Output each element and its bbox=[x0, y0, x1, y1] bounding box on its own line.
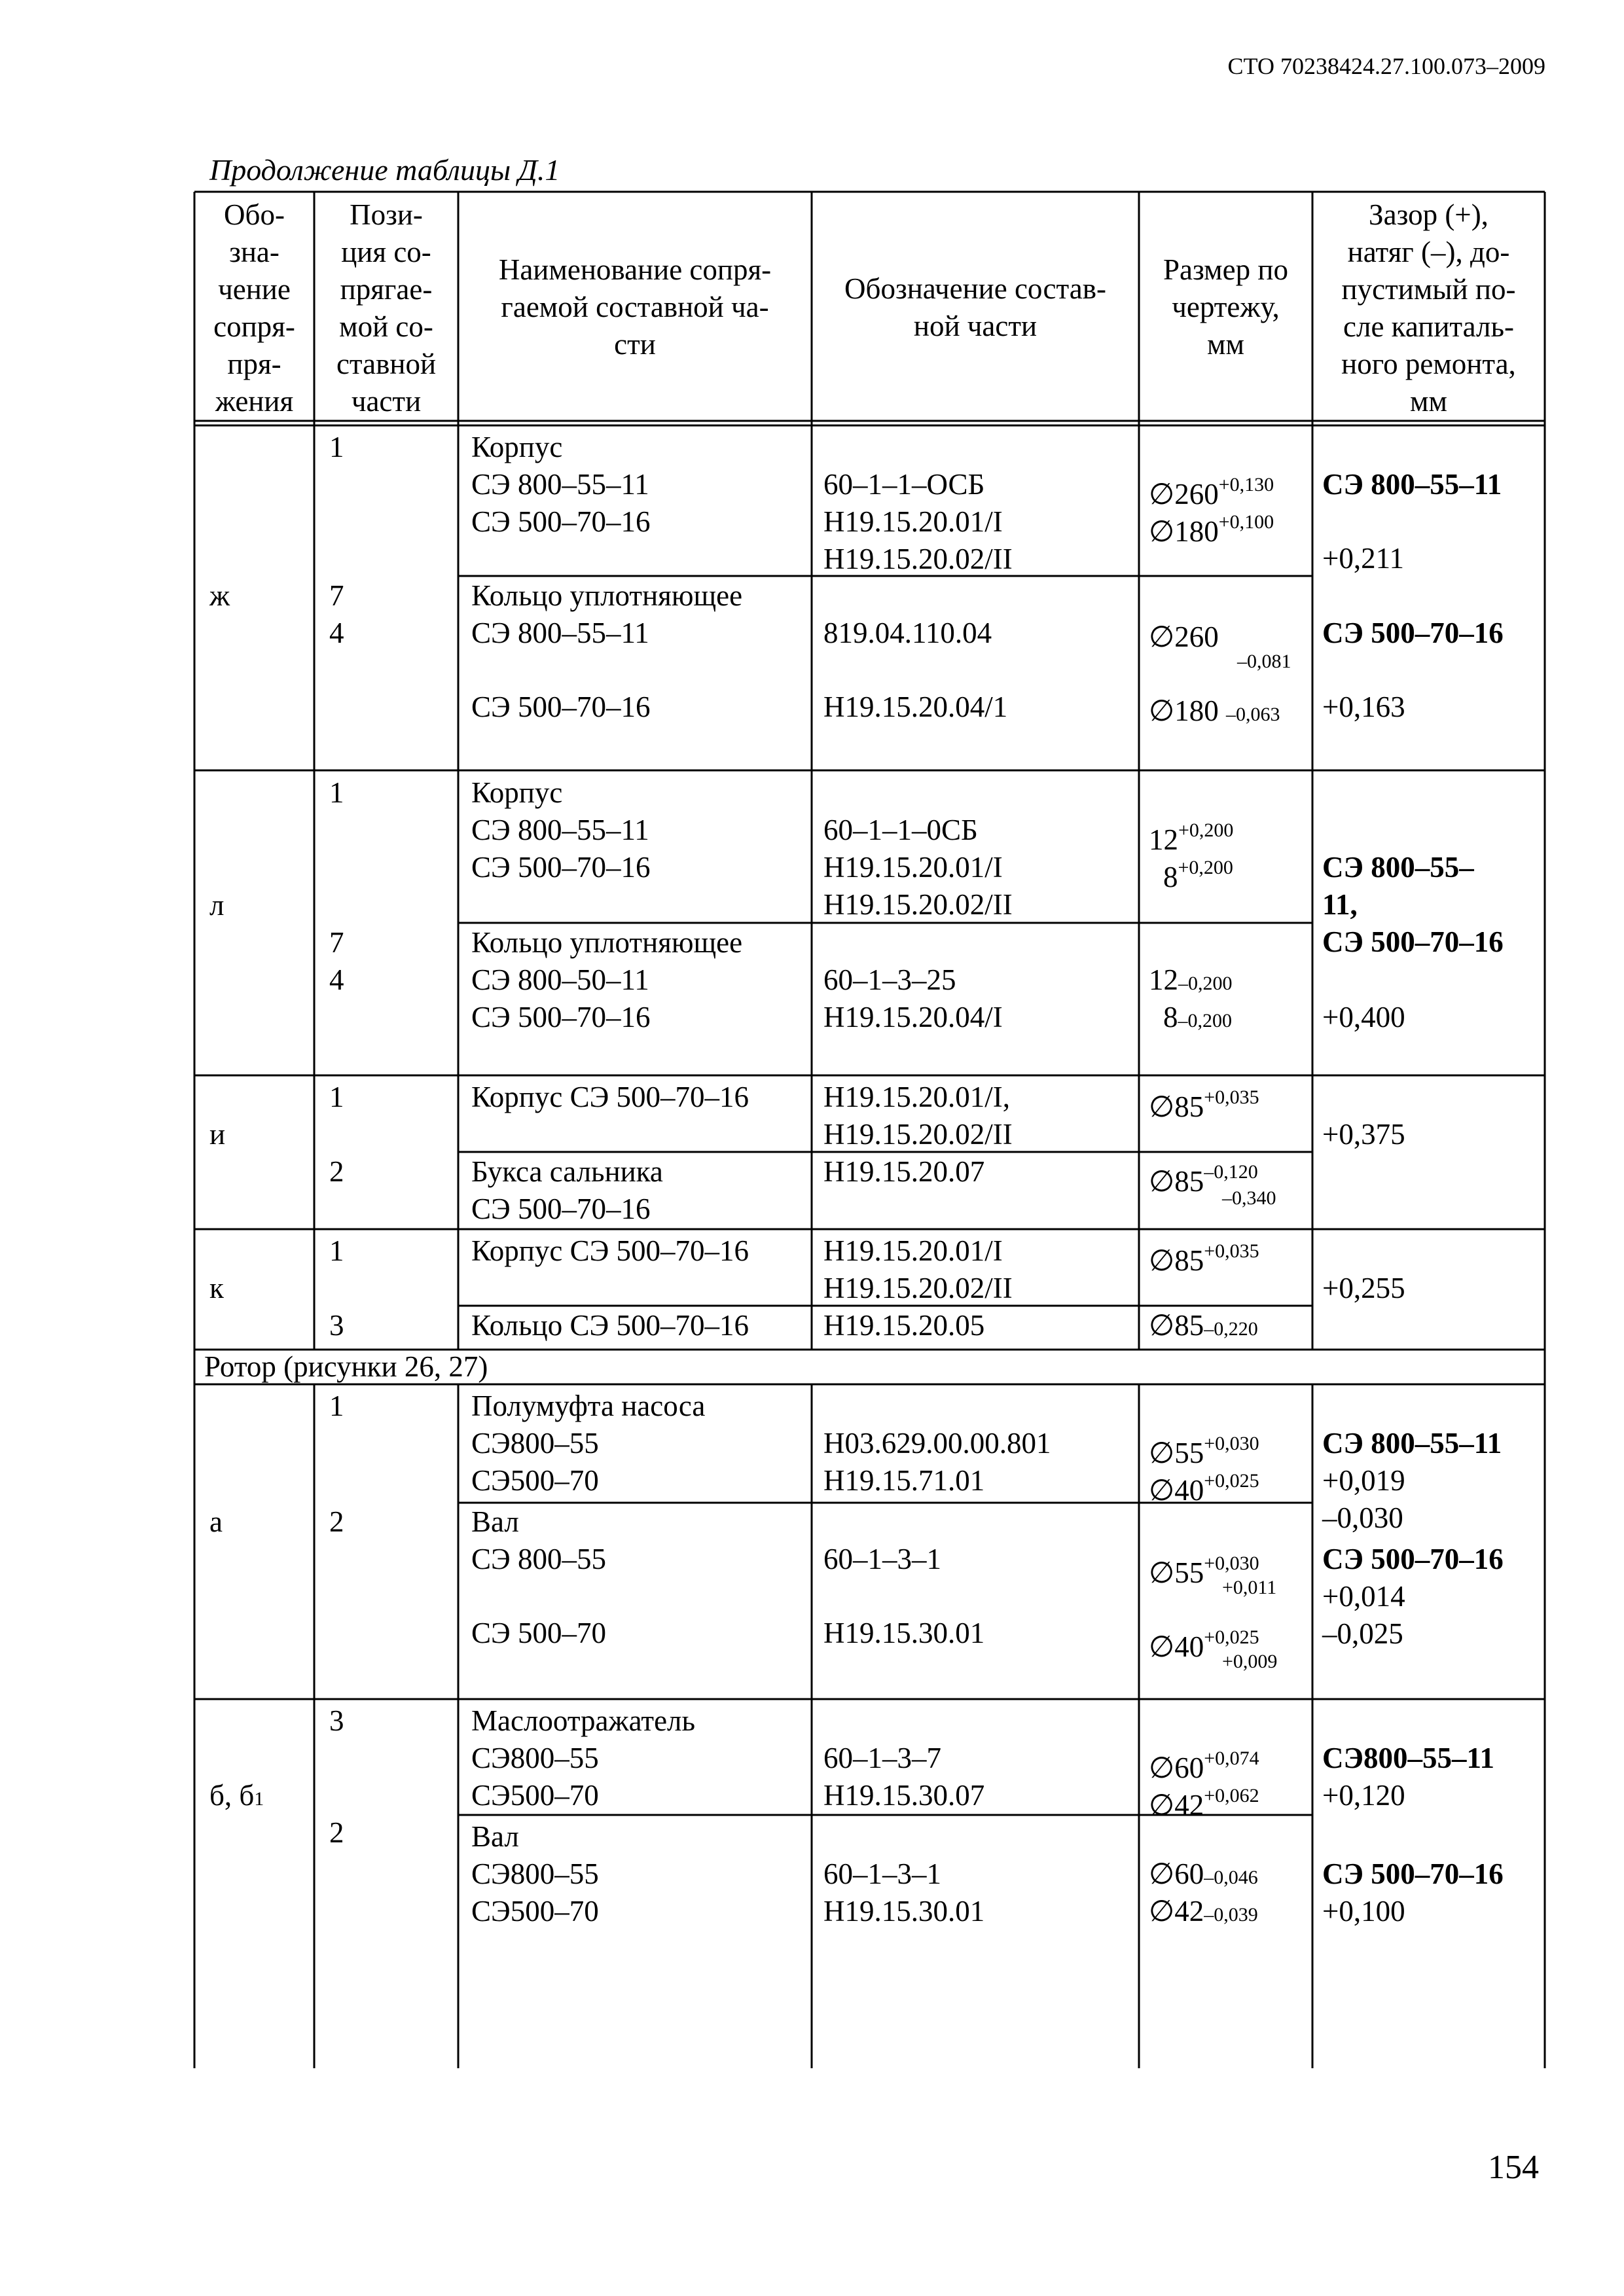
size-zh-260: $\emptyset 260^{+0,130}$ bbox=[1149, 474, 1274, 511]
part-code-i-bushing: Н19.15.20.07 bbox=[823, 1155, 985, 1188]
pos-i-1: 1 bbox=[329, 1081, 344, 1113]
header-designation: Обо- зна- чение сопря- пря- жения bbox=[213, 198, 295, 418]
size-a-shaft-40-lower: +0,009 bbox=[1222, 1651, 1278, 1672]
pos-l-7: 7 bbox=[329, 926, 344, 959]
gap-b-value-800: +0,120 bbox=[1322, 1779, 1405, 1812]
part-name-k-ring: Кольцо СЭ 500–70–16 bbox=[471, 1309, 749, 1342]
part-code-a-shaft-2: Н19.15.30.01 bbox=[823, 1617, 985, 1649]
gap-zh-label-500: СЭ 500–70–16 bbox=[1322, 617, 1504, 649]
header-drawing-size: Размер по чертежу, мм bbox=[1163, 253, 1288, 361]
page-number: 154 bbox=[1488, 2149, 1539, 2186]
gap-zh-label-800: СЭ 800–55–11 bbox=[1322, 468, 1502, 501]
part-code-i-housing: Н19.15.20.01/I, Н19.15.20.02/II bbox=[823, 1081, 1013, 1151]
part-code-l-ring: 60–1–3–25 Н19.15.20.04/I bbox=[823, 963, 1003, 1033]
size-zh-ring-260-tolerance: –0,081 bbox=[1237, 651, 1291, 672]
mark-a: а bbox=[209, 1505, 223, 1538]
mark-zh: ж bbox=[209, 579, 230, 612]
pos-a-2: 2 bbox=[329, 1505, 344, 1538]
part-name-a-coupling: Полумуфта насоса СЭ800–55 СЭ500–70 bbox=[471, 1390, 706, 1497]
gap-k-value: +0,255 bbox=[1322, 1272, 1405, 1304]
size-i-85: $\emptyset 85^{+0,035}$ bbox=[1149, 1086, 1259, 1123]
header-position: Пози- ция со- прягае- мой со- ставной части bbox=[336, 198, 437, 418]
pos-a-1: 1 bbox=[329, 1390, 344, 1422]
mark-l: л bbox=[209, 889, 225, 922]
part-name-i-housing: Корпус СЭ 500–70–16 bbox=[471, 1081, 749, 1113]
part-name-b-deflector: Маслоотражатель СЭ800–55 СЭ500–70 bbox=[471, 1704, 696, 1812]
size-a-55: $\emptyset 55^{+0,030}$ bbox=[1149, 1433, 1259, 1469]
size-b-shaft-42: ∅42–0,039 bbox=[1149, 1895, 1258, 1928]
part-code-zh-housing: 60–1–1–ОСБ Н19.15.20.01/I Н19.15.20.02/II bbox=[823, 468, 1013, 575]
pos-zh-1: 1 bbox=[329, 431, 344, 463]
gap-b-value-500: +0,100 bbox=[1322, 1895, 1405, 1928]
size-l-8: $8^{+0,200}$ bbox=[1163, 857, 1233, 893]
part-name-a-shaft-2: СЭ 500–70 bbox=[471, 1617, 606, 1649]
gap-b-label-800: СЭ800–55–11 bbox=[1322, 1742, 1495, 1774]
part-code-zh-ring: 819.04.110.04 bbox=[823, 617, 992, 649]
size-i-bushing-85: $\emptyset 85^{-0,120}$ bbox=[1149, 1161, 1258, 1198]
gap-zh-value-500: +0,163 bbox=[1322, 691, 1405, 723]
part-code-a-coupling: Н03.629.00.00.801 Н19.15.71.01 bbox=[823, 1427, 1051, 1497]
mark-b: б, б1 bbox=[209, 1779, 264, 1812]
pos-zh-4: 4 bbox=[329, 617, 344, 649]
gap-a-label-500: СЭ 500–70–16 bbox=[1322, 1543, 1504, 1575]
size-a-shaft-40: $\emptyset 40^{+0,025}$ bbox=[1149, 1626, 1259, 1663]
part-name-zh-housing: Корпус СЭ 800–55–11 СЭ 500–70–16 bbox=[471, 431, 651, 538]
size-a-shaft-55-lower: +0,011 bbox=[1222, 1577, 1277, 1598]
pos-l-1: 1 bbox=[329, 776, 344, 809]
gap-b-label-500: СЭ 500–70–16 bbox=[1322, 1857, 1504, 1890]
size-zh-ring-260: ∅260 bbox=[1149, 620, 1219, 653]
size-k-ring-85: ∅85–0,220 bbox=[1149, 1309, 1258, 1342]
size-i-bushing-lower-tolerance: –0,340 bbox=[1222, 1187, 1276, 1209]
size-a-40: $\emptyset 40^{+0,025}$ bbox=[1149, 1470, 1259, 1507]
pos-b-2: 2 bbox=[329, 1816, 344, 1849]
size-b-60: $\emptyset 60^{+0,074}$ bbox=[1149, 1748, 1259, 1784]
section-heading-rotor: Ротор (рисунки 26, 27) bbox=[204, 1350, 488, 1383]
mark-i: и bbox=[209, 1118, 226, 1151]
part-name-a-shaft: Вал СЭ 800–55 bbox=[471, 1505, 606, 1575]
gap-l-value: +0,400 bbox=[1322, 1001, 1405, 1033]
pos-b-3: 3 bbox=[329, 1704, 344, 1737]
gap-a-value-500: +0,014 –0,025 bbox=[1322, 1580, 1405, 1650]
gap-l-label: СЭ 800–55– 11, СЭ 500–70–16 bbox=[1322, 851, 1504, 958]
part-name-k-housing: Корпус СЭ 500–70–16 bbox=[471, 1234, 749, 1267]
header-part-code: Обозначение состав- ной части bbox=[844, 272, 1106, 342]
part-name-l-housing: Корпус СЭ 800–55–11 СЭ 500–70–16 bbox=[471, 776, 651, 884]
size-zh-180: $\emptyset 180^{+0,100}$ bbox=[1149, 511, 1274, 548]
header-gap: Зазор (+), натяг (–), до- пустимый по- сле капиталь- ного ремонта, мм bbox=[1341, 198, 1516, 418]
part-code-a-shaft: 60–1–3–1 bbox=[823, 1543, 941, 1575]
document-code: СТО 70238424.27.100.073–2009 bbox=[1227, 53, 1545, 79]
header-part-name: Наименование сопря- гаемой составной ча- сти bbox=[498, 253, 772, 361]
pos-k-3: 3 bbox=[329, 1309, 344, 1342]
size-l-ring-8: 8–0,200 bbox=[1163, 1001, 1232, 1033]
size-b-shaft-60: ∅60–0,046 bbox=[1149, 1857, 1258, 1890]
part-code-b-deflector: 60–1–3–7 Н19.15.30.07 bbox=[823, 1742, 985, 1812]
gap-i-value: +0,375 bbox=[1322, 1118, 1405, 1151]
part-name-l-ring: Кольцо уплотняющее СЭ 800–50–11 СЭ 500–70–16 bbox=[471, 926, 743, 1033]
part-code-l-housing: 60–1–1–0СБ Н19.15.20.01/I Н19.15.20.02/II bbox=[823, 814, 1013, 921]
pos-i-2: 2 bbox=[329, 1155, 344, 1188]
size-k-85: $\emptyset 85^{+0,035}$ bbox=[1149, 1240, 1259, 1277]
part-code-zh-ring-2: Н19.15.20.04/1 bbox=[823, 691, 1008, 723]
size-l-ring-12: 12–0,200 bbox=[1149, 963, 1233, 996]
size-zh-ring-180: ∅180 –0,063 bbox=[1149, 694, 1280, 727]
gap-a-label-800: СЭ 800–55–11 bbox=[1322, 1427, 1502, 1460]
size-b-42: $\emptyset 42^{+0,062}$ bbox=[1149, 1785, 1259, 1821]
table-caption: Продолжение таблицы Д.1 bbox=[209, 153, 560, 187]
size-a-shaft-55: $\emptyset 55^{+0,030}$ bbox=[1149, 1552, 1259, 1589]
pos-l-4: 4 bbox=[329, 963, 344, 996]
part-name-zh-ring: Кольцо уплотняющее СЭ 800–55–11 bbox=[471, 579, 743, 649]
pos-zh-7: 7 bbox=[329, 579, 344, 612]
part-name-zh-ring-2: СЭ 500–70–16 bbox=[471, 691, 651, 723]
part-code-k-ring: Н19.15.20.05 bbox=[823, 1309, 985, 1342]
gap-a-value-800: +0,019 –0,030 bbox=[1322, 1464, 1405, 1534]
size-l-12: $12^{+0,200}$ bbox=[1149, 819, 1234, 856]
part-code-b-shaft: 60–1–3–1 Н19.15.30.01 bbox=[823, 1857, 985, 1928]
gap-zh-value-800: +0,211 bbox=[1322, 542, 1404, 575]
pos-k-1: 1 bbox=[329, 1234, 344, 1267]
part-name-i-bushing: Букса сальника СЭ 500–70–16 bbox=[471, 1155, 663, 1225]
part-code-k-housing: Н19.15.20.01/I Н19.15.20.02/II bbox=[823, 1234, 1013, 1304]
part-name-b-shaft: Вал СЭ800–55 СЭ500–70 bbox=[471, 1820, 599, 1928]
mark-k: к bbox=[209, 1272, 224, 1304]
